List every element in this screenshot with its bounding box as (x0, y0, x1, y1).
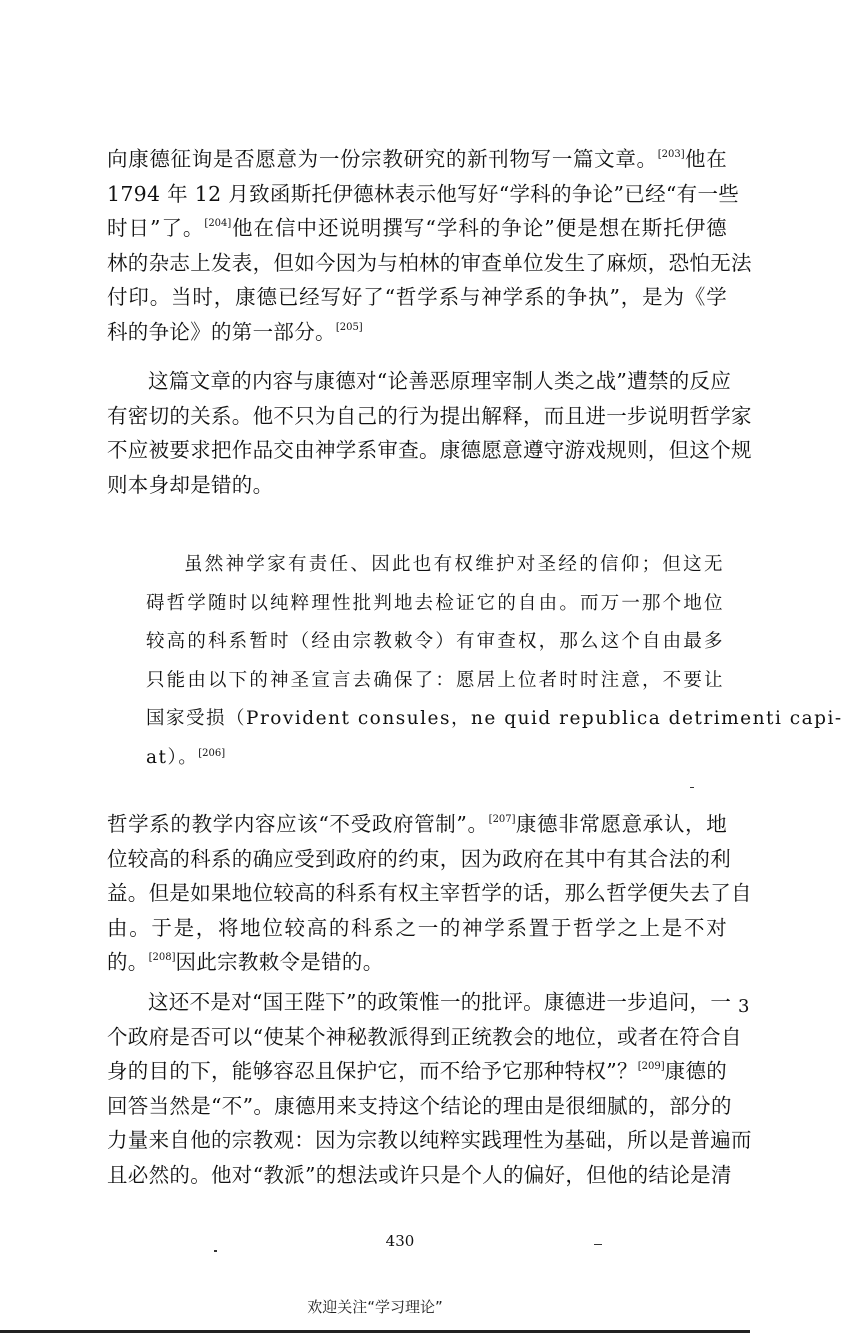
paragraph-1 (107, 142, 752, 349)
block-quote (146, 546, 843, 777)
scan-speck (594, 1244, 602, 1245)
text-line: 且必然的。他对“教派”的想法或许只是个人的偏好，但他的结论是清 (107, 1162, 732, 1187)
bottom-rule (0, 1330, 750, 1333)
text-line: 不应被要求把作品交由神学系审查。康德愿意遵守游戏规则，但这个规 (107, 438, 752, 462)
text-line: 哲学系的教学内容应该“不受政府管制”。[207]康德非常愿意承认，地 (107, 812, 727, 836)
footnote-marker-208: [208] (148, 952, 176, 963)
text-line: 个政府是否可以“使某个神秘教派得到正统教会的地位，或者在符合自 (107, 1024, 742, 1049)
footer-note: 欢迎关注“学习理论” (307, 1298, 443, 1316)
text-line: 回答当然是“不”。康德用来支持这个结论的理由是很细腻的，部分的 (107, 1093, 732, 1118)
text-line: 有密切的关系。他不只为自己的行为提出解释，而且进一步说明哲学家 (107, 403, 752, 428)
quote-line: 只能由以下的神圣宣言去确保了：愿居上位者时时注意，不要让 (146, 669, 724, 691)
quote-line: 较高的科系暂时（经由宗教敕令）有审查权，那么这个自由最多 (146, 631, 724, 652)
page-number: 430 (385, 1232, 415, 1250)
text-line: 付印。当时，康德已经写好了“哲学系与神学系的争执”，是为《学 (107, 285, 727, 309)
text-line: 时日”了。[204]他在信中还说明撰写“学科的争论”便是想在斯托伊德 (107, 216, 727, 240)
margin-mark: 3 (738, 996, 750, 1017)
text-line: 这篇文章的内容与康德对“论善恶原理宰制人类之战”遭禁的反应 (148, 369, 732, 393)
quote-line: at）。[206] (146, 746, 226, 768)
paragraph-3 (107, 807, 752, 980)
quote-line: 虽然神学家有责任、因此也有权维护对圣经的信仰；但这无 (184, 554, 724, 575)
quote-line: 国家受损（Provident consules，ne quid republica detrimenti capi- (146, 708, 843, 729)
text-line: 向康德征询是否愿意为一份宗教研究的新刊物写一篇文章。[203]他在 (107, 147, 727, 171)
text-line: 则本身却是错的。 (107, 472, 274, 497)
text-line: 1794 年 12 月致函斯托伊德林表示他写好“学科的争论”已经“有一些 (107, 181, 740, 206)
footnote-marker-206: [206] (198, 747, 226, 759)
footnote-marker-207: [207] (488, 814, 516, 825)
footnote-marker-205: [205] (335, 321, 363, 333)
scan-speck (214, 1250, 217, 1252)
text-line: 这还不是对“国王陛下”的政策惟一的批评。康德进一步追问，一 (148, 990, 732, 1014)
text-line: 的。[208]因此宗教敕令是错的。 (107, 950, 384, 974)
footnote-marker-204: [204] (204, 218, 232, 229)
text-line: 益。但是如果地位较高的科系有权主宰哲学的话，那么哲学便失去了自 (107, 881, 752, 905)
paragraph-4 (107, 985, 752, 1192)
text-line: 林的杂志上发表，但如今因为与柏林的审查单位发生了麻烦，恐怕无法 (107, 250, 752, 275)
footnote-marker-209: [209] (637, 1061, 665, 1072)
scan-speck (690, 787, 694, 788)
paragraph-2 (107, 364, 752, 502)
text-line: 由。于是，将地位较高的科系之一的神学系置于哲学之上是不对 (107, 915, 727, 940)
text-line: 位较高的科系的确应受到政府的约束，因为政府在其中有其合法的利 (107, 846, 731, 871)
text-line: 科的争论》的第一部分。[205] (107, 319, 363, 344)
footnote-marker-203: [203] (657, 149, 685, 160)
text-line: 身的目的下，能够容忍且保护它，而不给予它那种特权”？[209]康德的 (107, 1059, 728, 1083)
text-line: 力量来自他的宗教观：因为宗教以纯粹实践理性为基础，所以是普遍而 (107, 1128, 752, 1152)
quote-line: 碍哲学随时以纯粹理性批判地去检证它的自由。而万一那个地位 (146, 592, 724, 614)
